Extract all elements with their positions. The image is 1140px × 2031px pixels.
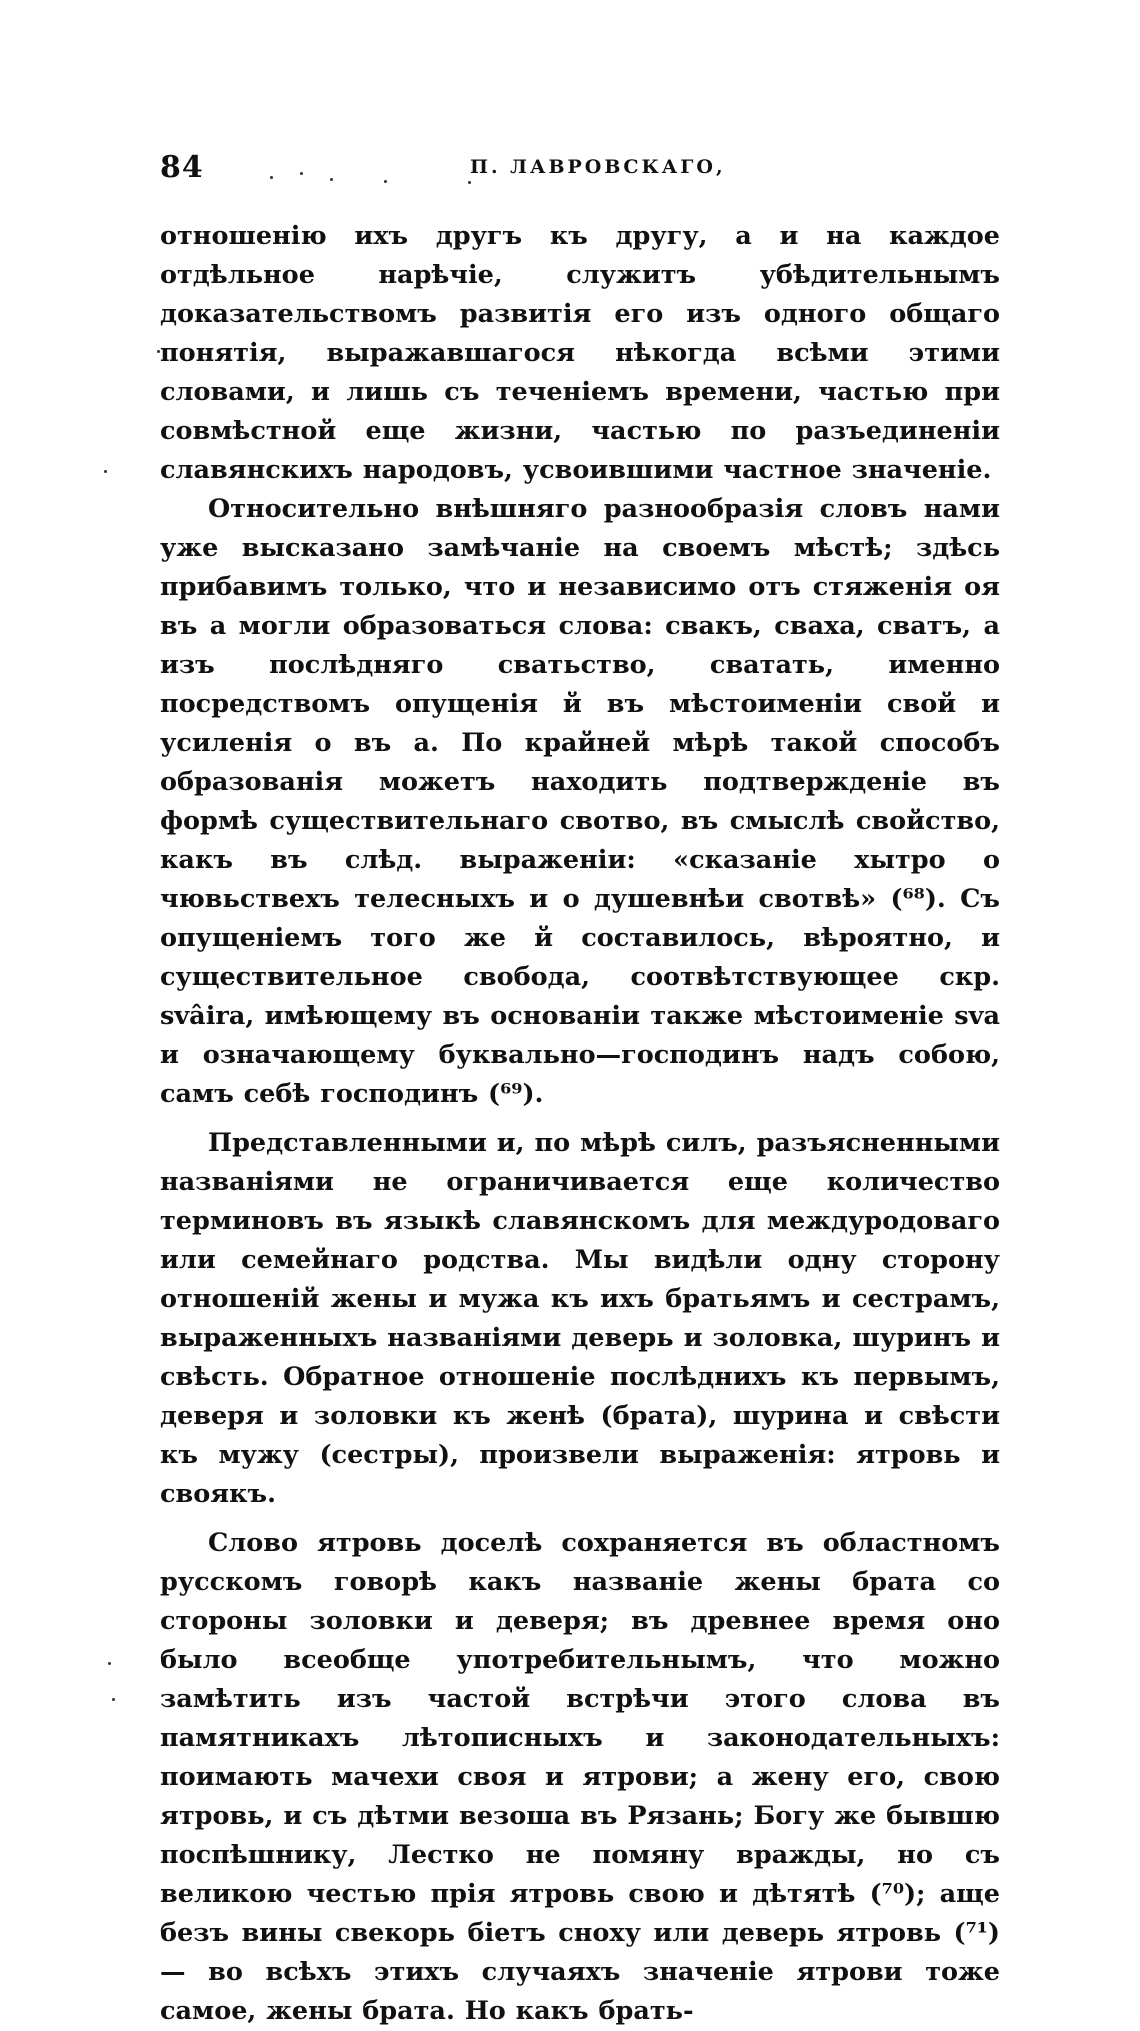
- paragraph: Слово ятровь доселѣ сохраняется въ областномъ русскомъ говорѣ какъ названіе жены брата со стороны золовки и деверя; въ древнее время оно было всеобще употребительнымъ, что можно замѣтить изъ частой встрѣчи этого слова въ памятникахъ лѣтописныхъ и законодательныхъ: поимають мачехи своя и ятрови; а жену его, свою ятровь, и съ дѣтми везоша въ Рязань; Богу же бывшю поспѣшнику, Лестко не помяну вражды, но съ великою честью прія ятровь свою и дѣтятѣ (⁷⁰); аще безъ вины свекорь біетъ сноху или деверь ятровь (⁷¹) — во всѣхъ этихъ случаяхъ значеніе ятрови тоже самое, жены брата. Но какъ брать-: [160, 1528, 1000, 2026]
- body-text: [160, 217, 1000, 2031]
- paragraph-continuation: отношенію ихъ другъ къ другу, а и на каждое отдѣльное нарѣчіе, служитъ убѣдительнымъ доказательствомъ развитія его изъ одного общаго понятія, выражавшагося нѣкогда всѣми этими словами, и лишь съ теченіемъ времени, частью при совмѣстной еще жизни, частью по разъединеніи славянскихъ народовъ, усвоившими частное значеніе.: [160, 221, 1000, 485]
- running-head: [160, 150, 1000, 190]
- page-number: 84: [160, 150, 204, 185]
- paragraph: Представленными и, по мѣрѣ силъ, разъясненными названіями не ограничивается еще количество терминовъ въ языкѣ славянскомъ для междуродоваго или семейнаго родства. Мы видѣли одну сторону отношеній жены и мужа къ ихъ братьямъ и сестрамъ, выраженныхъ названіями деверь и золовка, шуринъ и свѣсть. Обратное отношеніе послѣднихъ къ первымъ, деверя и золовки къ женѣ (брата), шурина и свѣсти къ мужу (сестры), произвели выраженія: ятровь и своякъ.: [160, 1128, 1000, 1509]
- running-title: П. ЛАВРОВСКАГО,: [470, 156, 726, 178]
- paragraph: Относительно внѣшняго разнообразія словъ нами уже высказано замѣчаніе на своемъ мѣстѣ; здѣсь прибавимъ только, что и независимо отъ стяженія оя въ а могли образоваться слова: свакъ, сваха, сватъ, а изъ послѣдняго сватьство, сватать, именно посредствомъ опущенія й въ мѣстоименіи свой и усиленія о въ а. По крайней мѣрѣ такой способъ образованія можетъ находить подтвержденіе въ формѣ существительнаго свотво, въ смыслѣ свойство, какъ въ слѣд. выраженіи: «сказаніе хытро о чювьствехъ телесныхъ и о душевнѣи свотвѣ» (⁶⁸). Съ опущеніемъ того же й составилось, вѣроятно, и существительное свобода, соотвѣтствующее скр. svâira, имѣющему въ основаніи также мѣстоименіе sva и означающему буквально—господинъ надъ собою, самъ себѣ господинъ (⁶⁹).: [160, 494, 1000, 1109]
